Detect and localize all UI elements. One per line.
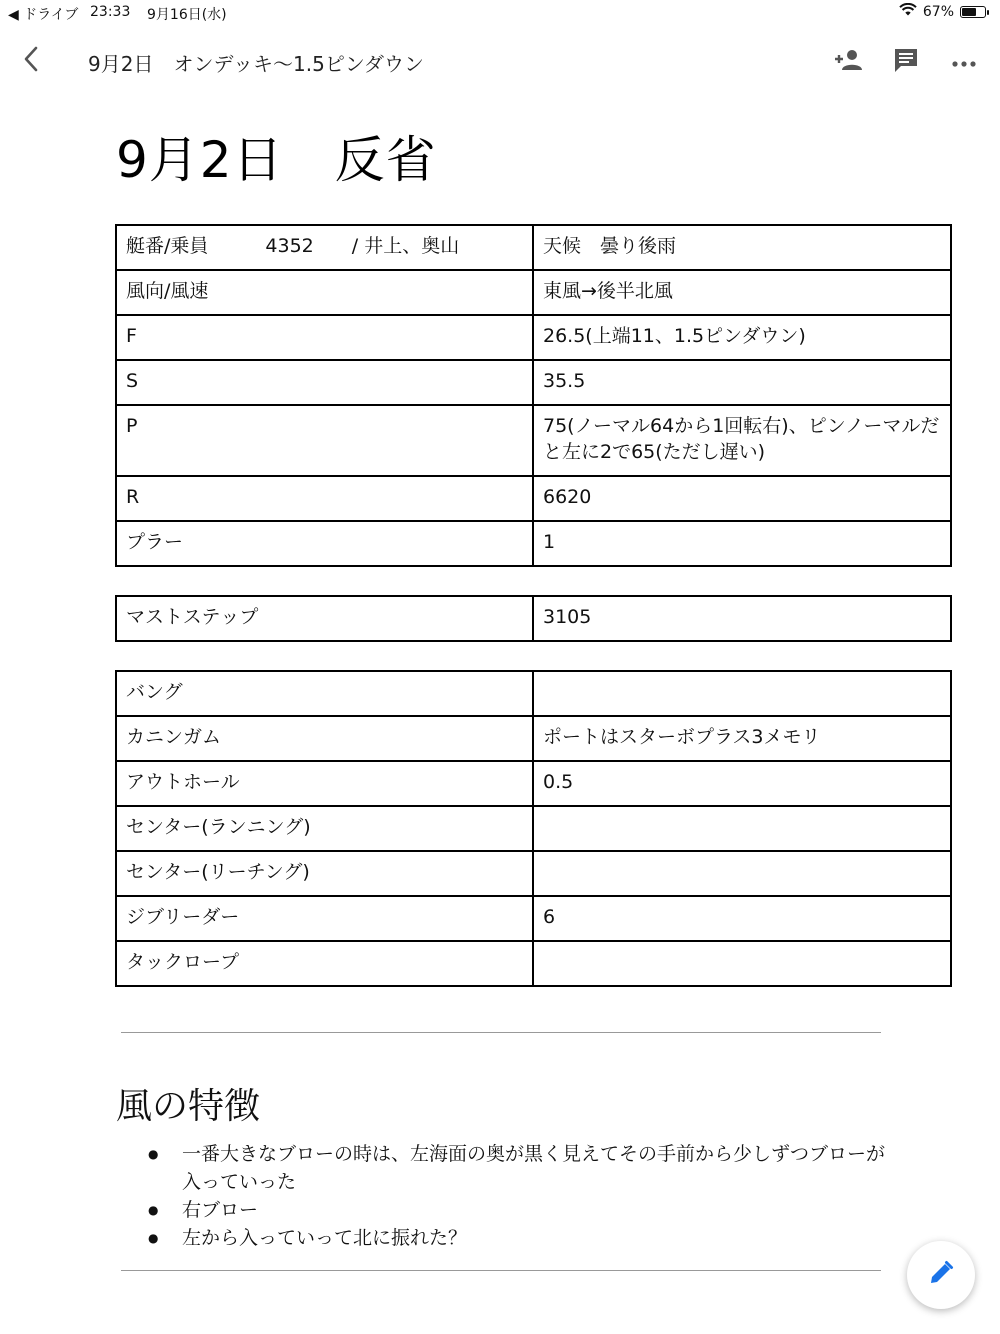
table-row xyxy=(116,521,951,566)
boat-settings-table xyxy=(115,224,952,567)
back-button[interactable] xyxy=(14,44,48,78)
status-bar xyxy=(0,0,1000,26)
table-row xyxy=(116,405,951,476)
table-cell[interactable]: 26.5(上端11、1.5ピンダウン) xyxy=(533,315,951,360)
horizontal-rule xyxy=(121,1032,881,1033)
table-cell[interactable]: 3105 xyxy=(533,596,951,641)
back-chevron-icon xyxy=(21,45,41,77)
status-date: 9月16日(水) xyxy=(147,7,227,23)
table-cell[interactable]: センター(ランニング) xyxy=(116,806,533,851)
table-cell[interactable]: 風向/風速 xyxy=(116,270,533,315)
battery-percent: 67% xyxy=(922,3,954,20)
table-cell[interactable]: バング xyxy=(116,671,533,716)
table-cell[interactable]: 艇番/乗員 4352 / 井上、奥山 xyxy=(116,225,533,270)
table-row xyxy=(116,851,951,896)
more-icon xyxy=(952,53,976,72)
table-row xyxy=(116,315,951,360)
table-row xyxy=(116,896,951,941)
share-button[interactable] xyxy=(830,44,866,80)
table-row xyxy=(116,941,951,986)
table-cell[interactable]: 東風→後半北風 xyxy=(533,270,951,315)
comment-icon xyxy=(893,47,919,77)
edit-button[interactable] xyxy=(907,1241,975,1309)
table-cell[interactable]: ジブリーダー xyxy=(116,896,533,941)
table-cell[interactable] xyxy=(533,941,951,986)
table-row xyxy=(116,596,951,641)
wifi-icon xyxy=(899,3,917,20)
table-cell[interactable]: 35.5 xyxy=(533,360,951,405)
table-row xyxy=(116,476,951,521)
table-cell[interactable]: カニンガム xyxy=(116,716,533,761)
table-cell[interactable]: 天候 曇り後雨 xyxy=(533,225,951,270)
table-row xyxy=(116,671,951,716)
table-cell[interactable]: P xyxy=(116,405,533,476)
table-cell[interactable]: 1 xyxy=(533,521,951,566)
document-heading: 9月2日 反省 xyxy=(116,131,437,189)
control-lines-table xyxy=(115,670,952,987)
status-right xyxy=(899,3,986,20)
table-cell[interactable]: アウトホール xyxy=(116,761,533,806)
wind-notes-list xyxy=(148,1140,888,1252)
battery-fill xyxy=(962,8,976,16)
list-item: ● 右ブロー xyxy=(148,1196,888,1224)
table-cell[interactable]: R xyxy=(116,476,533,521)
list-item: ● 一番大きなブローの時は、左海面の奥が黒く見えてその手前から少しずつブローが入っていった xyxy=(148,1140,888,1196)
table-cell[interactable] xyxy=(533,671,951,716)
table-cell[interactable]: マストステップ xyxy=(116,596,533,641)
table-cell[interactable]: 6620 xyxy=(533,476,951,521)
list-item: ● 左から入っていって北に振れた？ xyxy=(148,1224,888,1252)
table-cell[interactable]: 0.5 xyxy=(533,761,951,806)
back-to-app-link[interactable]: ◀ ドライブ xyxy=(8,7,79,23)
pencil-icon xyxy=(928,1260,954,1290)
table-cell[interactable]: F xyxy=(116,315,533,360)
table-cell[interactable]: プラー xyxy=(116,521,533,566)
table-row xyxy=(116,360,951,405)
more-options-button[interactable] xyxy=(946,44,982,80)
table-row xyxy=(116,716,951,761)
comments-button[interactable] xyxy=(888,44,924,80)
table-row xyxy=(116,225,951,270)
horizontal-rule xyxy=(121,1270,881,1271)
app-bar-actions xyxy=(830,44,982,80)
mast-step-table xyxy=(115,595,952,642)
app-bar xyxy=(0,30,1000,94)
table-cell[interactable] xyxy=(533,851,951,896)
section-heading: 風の特徴 xyxy=(116,1086,261,1127)
table-row xyxy=(116,806,951,851)
table-cell[interactable] xyxy=(533,806,951,851)
status-time: 23:33 xyxy=(90,4,131,20)
add-person-icon xyxy=(833,48,863,76)
table-row xyxy=(116,270,951,315)
table-cell[interactable]: S xyxy=(116,360,533,405)
battery-icon xyxy=(960,6,986,18)
table-row xyxy=(116,761,951,806)
document-title: 9月2日 オンデッキ〜1.5ピンダウン xyxy=(88,52,425,76)
table-cell[interactable]: 6 xyxy=(533,896,951,941)
table-cell[interactable]: センター(リーチング) xyxy=(116,851,533,896)
table-cell[interactable]: ポートはスターボプラス3メモリ xyxy=(533,716,951,761)
table-cell[interactable]: タックロープ xyxy=(116,941,533,986)
table-cell[interactable]: 75(ノーマル64から1回転右)、ピンノーマルだと左に2で65(ただし遅い) xyxy=(533,405,951,476)
